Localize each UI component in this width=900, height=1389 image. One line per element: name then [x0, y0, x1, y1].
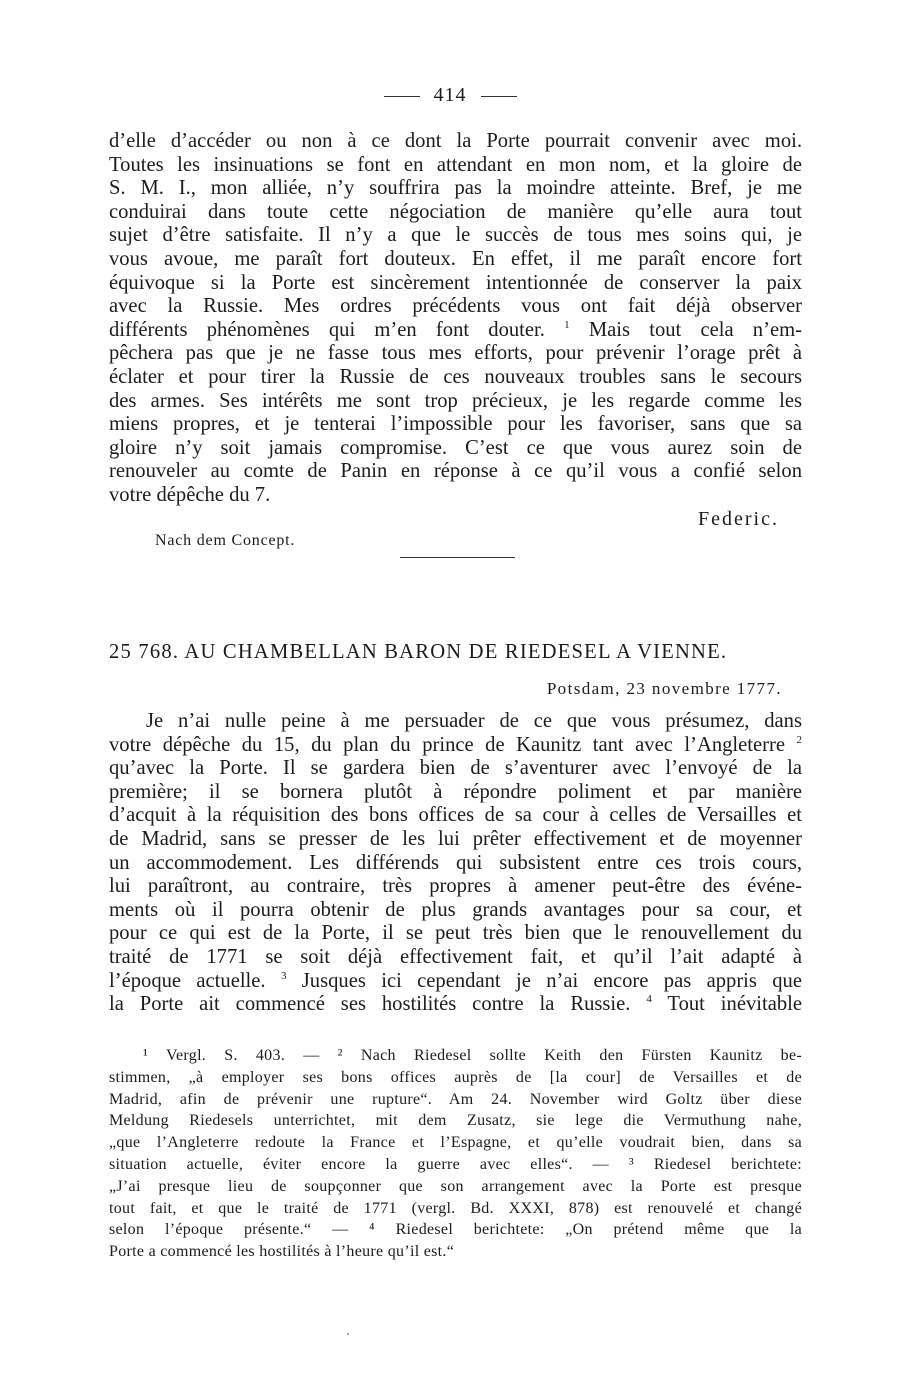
- text-line: gloire n’y soit jamais compromise. C’est ce que vous aurez soin de: [109, 436, 802, 459]
- footnote-line: stimmen, „à employer ses bons offices auprès de [la cour] de Versailles et de: [109, 1068, 802, 1086]
- text-line: première; il se bornera plutôt à répondre poliment et par manière: [109, 780, 802, 803]
- text-line: [109, 970, 802, 994]
- footnote-marker: 2: [796, 733, 802, 746]
- text-fragment: la Porte ait commencé ses hostilités contre la Russie.: [109, 993, 631, 1016]
- text-line: d’acquit à la réquisition des bons offices de sa cour à celles de Versailles et: [109, 804, 802, 827]
- footnote-line: situation actuelle, éviter encore la guerre avec elles“. — ³ Riedesel berichtete:: [109, 1155, 802, 1173]
- footnote-marker: 4: [646, 993, 652, 1006]
- footnote-marker: 1: [564, 318, 570, 331]
- text-fragment: différents phénomènes qui m’en font douter.: [109, 318, 545, 341]
- print-speck: [347, 1333, 349, 1335]
- footnote-line: „J’ai presque lieu de soupçonner que son arrangement avec la Porte est presque: [109, 1177, 802, 1195]
- source-note: Nach dem Concept.: [155, 532, 296, 549]
- footnote-line: Meldung Riedesels unterrichtet, mit dem Zusatz, sie lege die Vermuthung nahe,: [109, 1112, 802, 1130]
- section-divider: [400, 557, 515, 558]
- text-line: éclater et pour tirer la Russie de ces nouveaux troubles sans le secours: [109, 365, 802, 388]
- footnote-line: tout fait, et que le traité de 1771 (vergl. Bd. XXXI, 878) est renouvelé et changé: [109, 1199, 802, 1217]
- footnote-line: „que l’Angleterre redoute la France et l’Espagne, et qu’elle voudrait bien, dans sa: [109, 1134, 802, 1152]
- text-line: d’elle d’accéder ou non à ce dont la Porte pourrait convenir avec moi.: [109, 130, 802, 152]
- letter-continuation: [109, 130, 802, 508]
- text-line: avec la Russie. Mes ordres précédents vous ont fait déjà observer: [109, 295, 802, 318]
- text-line: lui paraîtront, au contraire, très propres à amener peut-être des événe-: [109, 875, 802, 898]
- text-line: votre dépêche du 7.: [109, 483, 271, 506]
- header-dash-left: [384, 96, 420, 97]
- text-line: des armes. Ses intérêts me sont trop précieux, je les regarde comme les: [109, 389, 802, 412]
- footnote-line: ¹ Vergl. S. 403. — ² Nach Riedesel sollte Keith den Fürsten Kaunitz be-: [143, 1047, 802, 1064]
- text-line: miens propres, et je tenterai l’impossible pour les favoriser, sans que sa: [109, 413, 802, 436]
- letter-body: [109, 710, 802, 1017]
- text-line: S. M. I., mon alliée, n’y souffrira pas la moindre atteinte. Bref, je me: [109, 177, 802, 200]
- text-line: pêchera pas que je ne fasse tous mes efforts, pour prévenir l’orage prêt à: [109, 342, 802, 365]
- text-line: Toutes les insinuations se font en attendant en mon nom, et la gloire de: [109, 153, 802, 176]
- page-number: 414: [433, 84, 467, 106]
- text-line: de Madrid, sans se presser de les lui prêter effectivement et de moyenner: [109, 827, 802, 850]
- footnote-line: Porte a commencé les hostilités à l’heure qu’il est.“: [109, 1243, 455, 1261]
- text-fragment: Jusques ici cependant je n’ai encore pas appris que: [301, 969, 802, 992]
- footnote-line: selon l’époque présente.“ — ⁴ Riedesel berichtete: „On prétend même que la: [109, 1221, 802, 1239]
- text-line: conduirai dans toute cette négociation de manière qu’elle aura tout: [109, 200, 802, 223]
- footnote-line: Madrid, afin de prévenir une rupture“. Am 24. November wird Goltz über diese: [109, 1090, 802, 1108]
- text-line: un accommodement. Les différends qui subsistent entre ces trois cours,: [109, 851, 802, 874]
- text-fragment: Tout inévitable: [667, 993, 802, 1016]
- letter-heading: 25 768. AU CHAMBELLAN BARON DE RIEDESEL A VIENNE.: [109, 641, 728, 663]
- text-line: [109, 734, 802, 758]
- text-fragment: Mais tout cela n’em-: [588, 318, 802, 341]
- text-line: sujet d’être satisfaite. Il n’y a que le succès de tous mes soins qui, je: [109, 224, 802, 247]
- signature: Federic.: [698, 508, 779, 530]
- text-line: ments où il pourra obtenir de plus grands avantages pour sa cour, et: [109, 898, 802, 921]
- text-fragment: votre dépêche du 15, du plan du prince de Kaunitz tant avec l’Angleterre: [109, 733, 785, 756]
- text-line: pour ce qui est de la Porte, il se peut très bien que le renouvellement du: [109, 922, 802, 945]
- text-line: [109, 993, 802, 1017]
- text-fragment: l’époque actuelle.: [109, 969, 266, 992]
- dateline: Potsdam, 23 novembre 1777.: [546, 679, 782, 698]
- footnotes: [109, 1045, 802, 1263]
- text-line: [109, 319, 802, 343]
- footnote-marker: 3: [280, 969, 287, 982]
- header-dash-right: [481, 96, 517, 97]
- page-header: [0, 84, 900, 107]
- text-line: vous avoue, me paraît fort douteux. En effet, il me paraît encore fort: [109, 247, 802, 270]
- text-line: traité de 1771 se soit déjà effectivement fait, et qu’il l’ait adapté à: [109, 945, 802, 968]
- text-line: qu’avec la Porte. Il se gardera bien de s’aventurer avec l’envoyé de la: [109, 757, 802, 780]
- text-line: renouveler au comte de Panin en réponse à ce qu’il vous a confié selon: [109, 460, 802, 483]
- text-line: Je n’ai nulle peine à me persuader de ce que vous présumez, dans: [146, 710, 802, 732]
- text-line: équivoque si la Porte est sincèrement intentionnée de conserver la paix: [109, 271, 802, 294]
